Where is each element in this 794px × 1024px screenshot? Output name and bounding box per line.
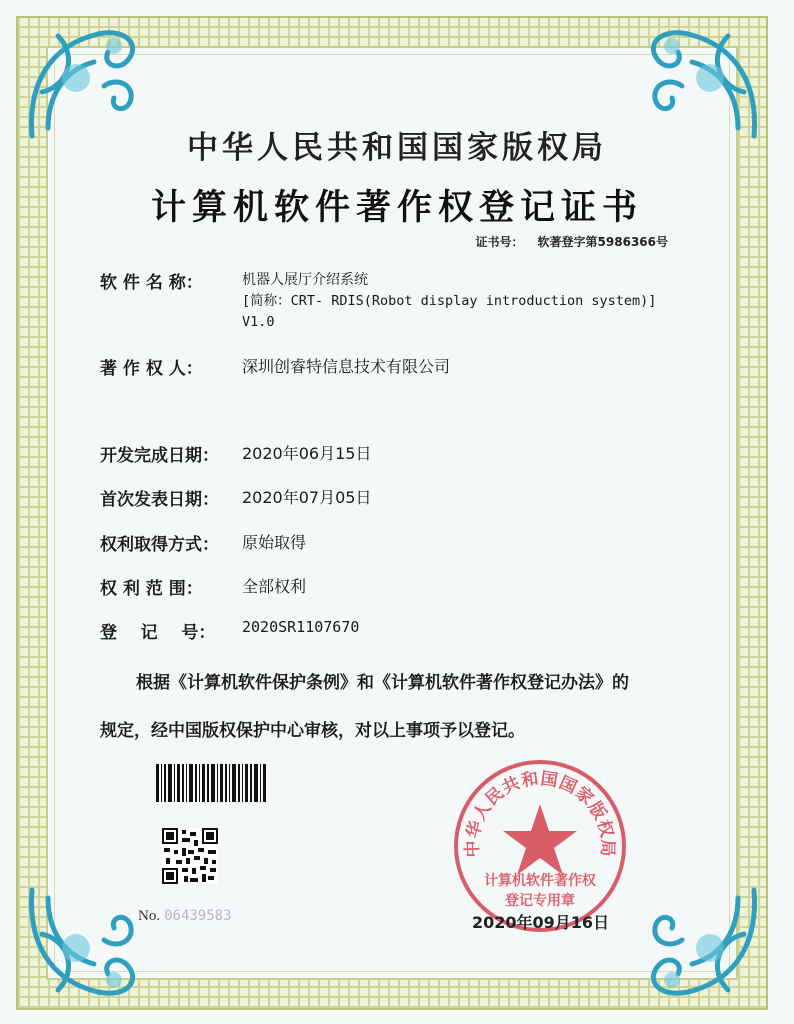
field-value: 2020年07月05日	[242, 488, 372, 507]
field-value: 2020SR1107670	[242, 618, 360, 636]
field-acquire	[100, 530, 307, 555]
qr-code-image	[162, 828, 218, 884]
corner-ornament-bottom-left	[18, 880, 148, 1010]
field-label: 首次发表日期：	[100, 490, 219, 510]
field-value: 深圳创睿特信息技术有限公司	[242, 357, 451, 376]
certificate-title: 计算机软件著作权登记证书	[150, 187, 643, 228]
field-dev-date	[100, 441, 372, 466]
seal-center-line-2: 登记专用章	[505, 893, 575, 909]
field-value: 2020年06月15日	[242, 444, 372, 463]
field-owner	[100, 354, 451, 379]
field-label: 著 作 权 人：	[100, 359, 203, 379]
field-label: 开发完成日期：	[100, 446, 219, 466]
serial-label: No.	[138, 908, 161, 924]
issuer-title: 中华人民共和国国家版权局	[187, 130, 607, 166]
software-version-line: V1.0	[242, 314, 275, 330]
field-value: 全部权利	[242, 577, 307, 596]
statement-line-2: 规定，经中国版权保护中心审核，对以上事项予以登记。	[100, 721, 525, 741]
field-software-name	[100, 268, 657, 330]
field-reg-no	[100, 618, 360, 643]
seal-star-icon	[503, 804, 577, 875]
certificate-number-label: 证书号：	[475, 235, 524, 249]
barcode-image	[156, 764, 268, 802]
software-name-line: 机器人展厅介绍系统	[242, 272, 368, 288]
official-seal	[452, 758, 628, 934]
field-pub-date	[100, 485, 372, 510]
issue-date: 2020年09月16日	[472, 913, 610, 932]
software-abbr-line: [简称：CRT- RDIS(Robot display introduction system)]	[242, 293, 657, 309]
statement-line-1: 根据《计算机软件保护条例》和《计算机软件著作权登记办法》的	[136, 673, 629, 693]
serial-number	[138, 908, 232, 925]
certificate-number-value: 软著登字第5986366号	[537, 235, 668, 249]
field-label: 权利取得方式：	[100, 535, 219, 555]
field-label: 登 记 号：	[100, 623, 216, 643]
serial-value: 06439583	[164, 908, 232, 924]
field-label: 权 利 范 围：	[100, 579, 203, 599]
field-value: 原始取得	[242, 533, 307, 552]
corner-ornament-bottom-right	[638, 880, 768, 1010]
field-label: 软 件 名 称：	[100, 273, 203, 293]
certificate-number	[476, 233, 668, 250]
field-scope	[100, 574, 307, 599]
seal-center-line-1: 计算机软件著作权	[484, 873, 596, 889]
field-value	[242, 270, 656, 333]
seal-ring-text: 中华人民共和国国家版权局	[462, 768, 618, 858]
